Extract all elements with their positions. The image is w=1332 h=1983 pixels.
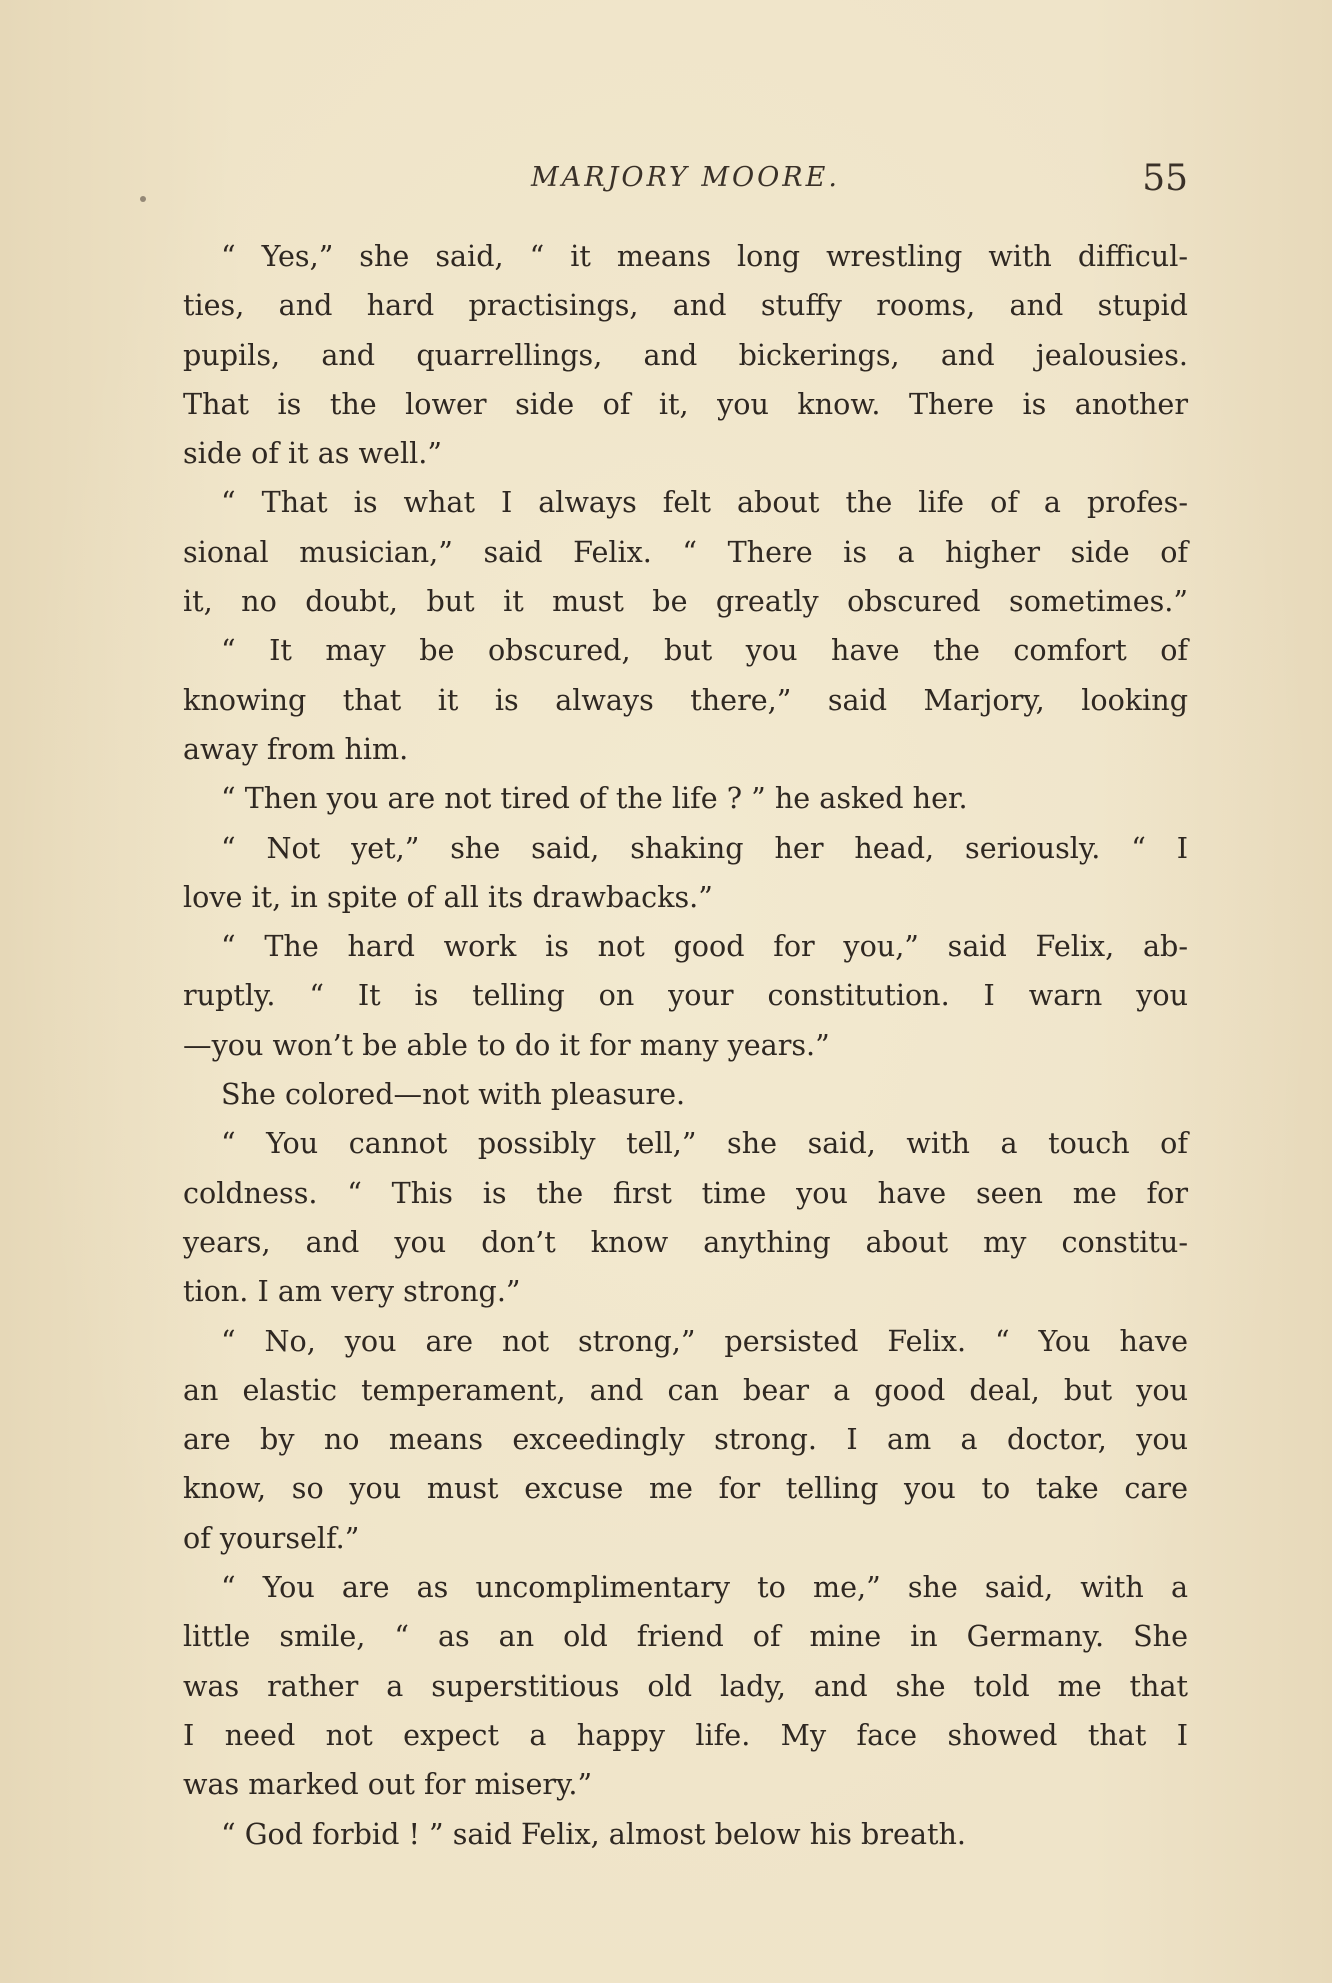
text-line: little smile, “ as an old friend of mine in Germany. She (183, 1619, 1188, 1654)
text-line: coldness. “ This is the first time you have seen me for (183, 1175, 1188, 1210)
text-line: “ It may be obscured, but you have the comfort of (221, 633, 1188, 668)
text-line: sional musician,” said Felix. “ There is a higher side of (183, 534, 1188, 569)
text-line: “ You cannot possibly tell,” she said, with a touch of (221, 1126, 1188, 1161)
text-line: love it, in spite of all its drawbacks.” (183, 879, 713, 914)
text-line: ties, and hard practisings, and stuffy rooms, and stupid (183, 288, 1188, 323)
text-line: “ Not yet,” she said, shaking her head, seriously. “ I (221, 830, 1188, 865)
ink-speck (140, 196, 146, 202)
text-line: of yourself.” (183, 1520, 360, 1555)
running-head (183, 158, 1188, 214)
text-line: That is the lower side of it, you know. There is another (183, 386, 1188, 421)
text-line: years, and you don’t know anything about my constitu- (183, 1224, 1188, 1259)
text-line: are by no means exceedingly strong. I am a doctor, you (183, 1422, 1188, 1457)
text-line: was rather a superstitious old lady, and she told me that (183, 1668, 1188, 1703)
text-line: tion. I am very strong.” (183, 1274, 521, 1309)
text-line: “ God forbid ! ” said Felix, almost below his breath. (221, 1816, 966, 1851)
running-title: MARJORY MOORE. (531, 162, 840, 193)
text-line: an elastic temperament, and can bear a good deal, but you (183, 1372, 1188, 1407)
text-line: She colored—not with pleasure. (221, 1077, 686, 1112)
text-line: “ No, you are not strong,” persisted Felix. “ You have (221, 1323, 1188, 1358)
page-number: 55 (1142, 158, 1188, 199)
text-line: “ That is what I always felt about the life of a profes- (221, 485, 1188, 520)
text-line: away from him. (183, 731, 409, 766)
body-text (183, 232, 1188, 1859)
text-line: I need not expect a happy life. My face showed that I (183, 1717, 1188, 1752)
text-line: knowing that it is always there,” said Marjory, looking (183, 682, 1188, 717)
text-line: ruptly. “ It is telling on your constitution. I warn you (183, 978, 1188, 1013)
text-line: “ Yes,” she said, “ it means long wrestling with difficul- (221, 239, 1188, 273)
text-line: pupils, and quarrellings, and bickerings, and jealousies. (183, 337, 1188, 372)
text-line: was marked out for misery.” (183, 1767, 593, 1802)
text-line: side of it as well.” (183, 436, 442, 471)
text-line: “ You are as uncomplimentary to me,” she said, with a (221, 1570, 1188, 1605)
text-line: “ The hard work is not good for you,” said Felix, ab- (221, 929, 1188, 964)
text-line: —you won’t be able to do it for many years.” (183, 1027, 830, 1062)
text-line: it, no doubt, but it must be greatly obscured sometimes.” (183, 584, 1188, 619)
text-line: know, so you must excuse me for telling you to take care (183, 1471, 1188, 1506)
text-line: “ Then you are not tired of the life ? ” he asked her. (221, 781, 968, 816)
